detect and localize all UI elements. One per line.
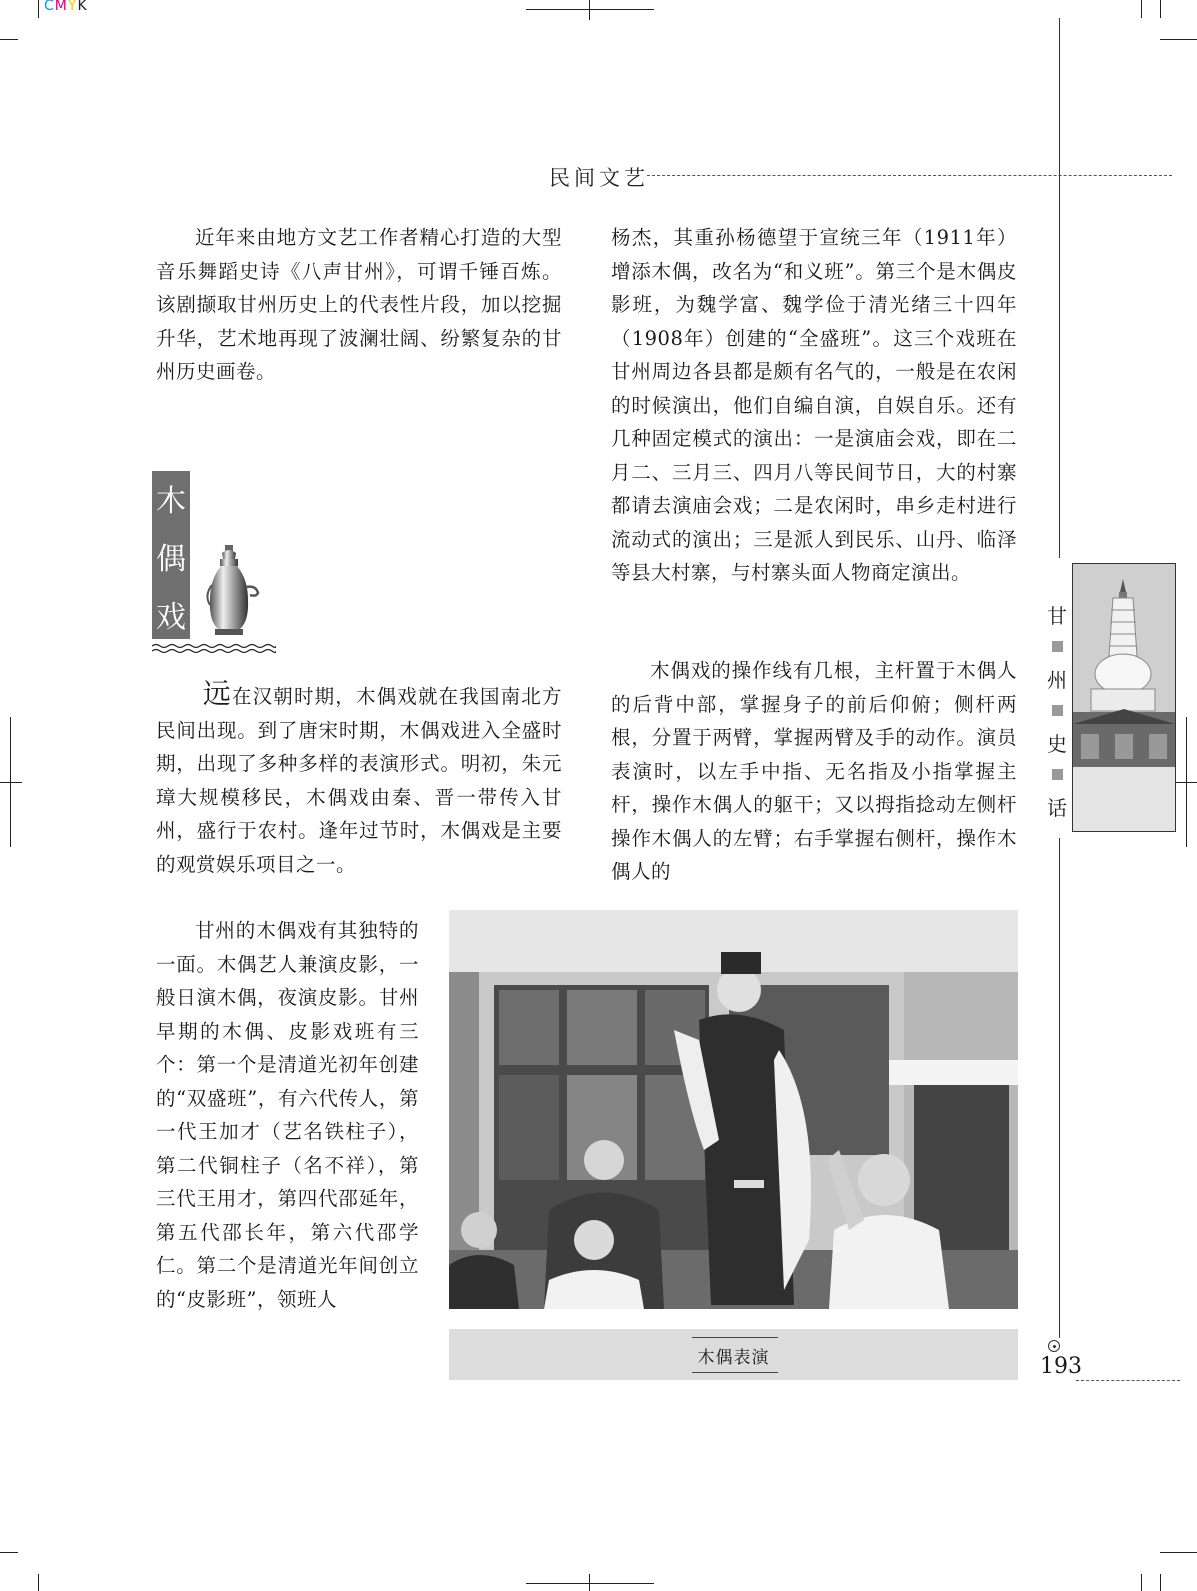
- cmyk-y: Y: [67, 0, 78, 14]
- caption-rule: [692, 1372, 778, 1373]
- side-tab-char: 史: [1047, 732, 1067, 756]
- heading-char: 木: [156, 484, 186, 519]
- crop-mark: [526, 9, 654, 10]
- crop-mark: [38, 0, 39, 18]
- cmyk-c: C: [44, 0, 55, 14]
- side-tab-char: 甘: [1047, 604, 1067, 628]
- crop-mark: [0, 1552, 18, 1553]
- side-tab-title: [1046, 600, 1068, 821]
- side-tab-char: 州: [1047, 668, 1067, 692]
- crop-mark: [589, 1574, 590, 1591]
- crop-mark: [1160, 1552, 1197, 1553]
- margin-rule: [1059, 18, 1060, 558]
- body-paragraph-3: 杨杰，其重孙杨德望于宣统三年（1911年）增添木偶，改名为“和义班”。第三个是木偶皮影班，为魏学富、魏学俭于清光绪三十四年（1908年）创建的“全盛班”。这三个戏班在甘州周边各县都是颇有名气的，一般是在农闲的时候演出，他们自编自演，自娱自乐。还有几种固定模式的演出：一是演庙会戏，即在二月二、三月三、四月八等民间节日，大的村寨都请去演庙会戏；二是农闲时，串乡走村进行流动式的演出；三是派人到民乐、山丹、临泽等县大村寨，与村寨头面人物商定演出。: [611, 226, 1017, 584]
- body-paragraph-1: [156, 677, 562, 881]
- crop-mark: [38, 1574, 39, 1591]
- cmyk-m: M: [54, 0, 68, 14]
- crop-mark: [1175, 782, 1197, 783]
- crop-mark: [1141, 0, 1142, 18]
- wave-ornament-icon: [152, 642, 276, 654]
- crop-mark: [1160, 39, 1197, 40]
- body-text: 在汉朝时期，木偶戏就在我国南北方民间出现。到了唐宋时期，木偶戏进入全盛时期，出现了多种多样的表演形式。明初，朱元璋大规模移民，木偶戏由秦、晋一带传入甘州，盛行于农村。逢年过节时，木偶戏是主要的观赏娱乐项目之一。: [156, 685, 562, 876]
- heading-char: 偶: [156, 542, 186, 577]
- page-number: 193: [1040, 1354, 1082, 1379]
- pagoda-photo: [1072, 563, 1176, 832]
- body-paragraph-4: 木偶戏的操作线有几根，主杆置于木偶人的后背中部，掌握身子的前后仰俯；侧杆两根，分置于两臂，掌握两臂及手的动作。演员表演时，以左手中指、无名指及小指掌握主杆，操作木偶人的躯干；又以拇指捻动左侧杆操作木偶人的左臂；右手掌握右侧杆，操作木偶人的: [611, 659, 1017, 883]
- crop-mark: [0, 39, 18, 40]
- caption-rule: [692, 1337, 778, 1338]
- photo-caption: 木偶表演: [697, 1348, 770, 1368]
- cmyk-mark: [44, 0, 88, 14]
- crop-mark: [1141, 1574, 1142, 1591]
- crop-mark: [526, 1583, 654, 1584]
- page-marker-icon: [1048, 1340, 1060, 1352]
- header-dashed-rule: [647, 175, 1172, 176]
- section-title: 民间文艺: [549, 166, 649, 190]
- side-tab-char: 话: [1047, 796, 1067, 820]
- square-icon: [1052, 769, 1063, 780]
- crop-mark: [589, 0, 590, 20]
- puppet-performance-photo: [449, 910, 1018, 1309]
- crop-mark: [1160, 0, 1161, 18]
- heading-char: 戏: [156, 600, 186, 635]
- folio-dashed-rule: [1076, 1380, 1180, 1381]
- drop-cap: 远: [202, 677, 232, 710]
- crop-mark: [1160, 1574, 1161, 1591]
- cmyk-k: K: [77, 0, 88, 14]
- square-icon: [1052, 641, 1063, 652]
- vase-icon: [200, 545, 260, 639]
- photo-caption-bar: [449, 1329, 1018, 1380]
- margin-rule: [1059, 838, 1060, 1338]
- body-paragraph-2: 甘州的木偶戏有其独特的一面。木偶艺人兼演皮影，一般日演木偶，夜演皮影。甘州早期的木偶、皮影戏班有三个：第一个是清道光初年创建的“双盛班”，有六代传人，第一代王加才（艺名铁柱子），第二代铜柱子（名不祥），第三代王用才，第四代邵延年，第五代邵长年，第六代邵学仁。第二个是清道光年间创立的“皮影班”，领班人: [156, 919, 419, 1311]
- intro-paragraph: 近年来由地方文艺工作者精心打造的大型音乐舞蹈史诗《八声甘州》，可谓千锤百炼。该剧撷取甘州历史上的代表性片段，加以挖掘升华，艺术地再现了波澜壮阔、纷繁复杂的甘州历史画卷。: [156, 226, 562, 383]
- section-heading: [152, 471, 190, 639]
- square-icon: [1052, 705, 1063, 716]
- crop-mark: [0, 782, 22, 783]
